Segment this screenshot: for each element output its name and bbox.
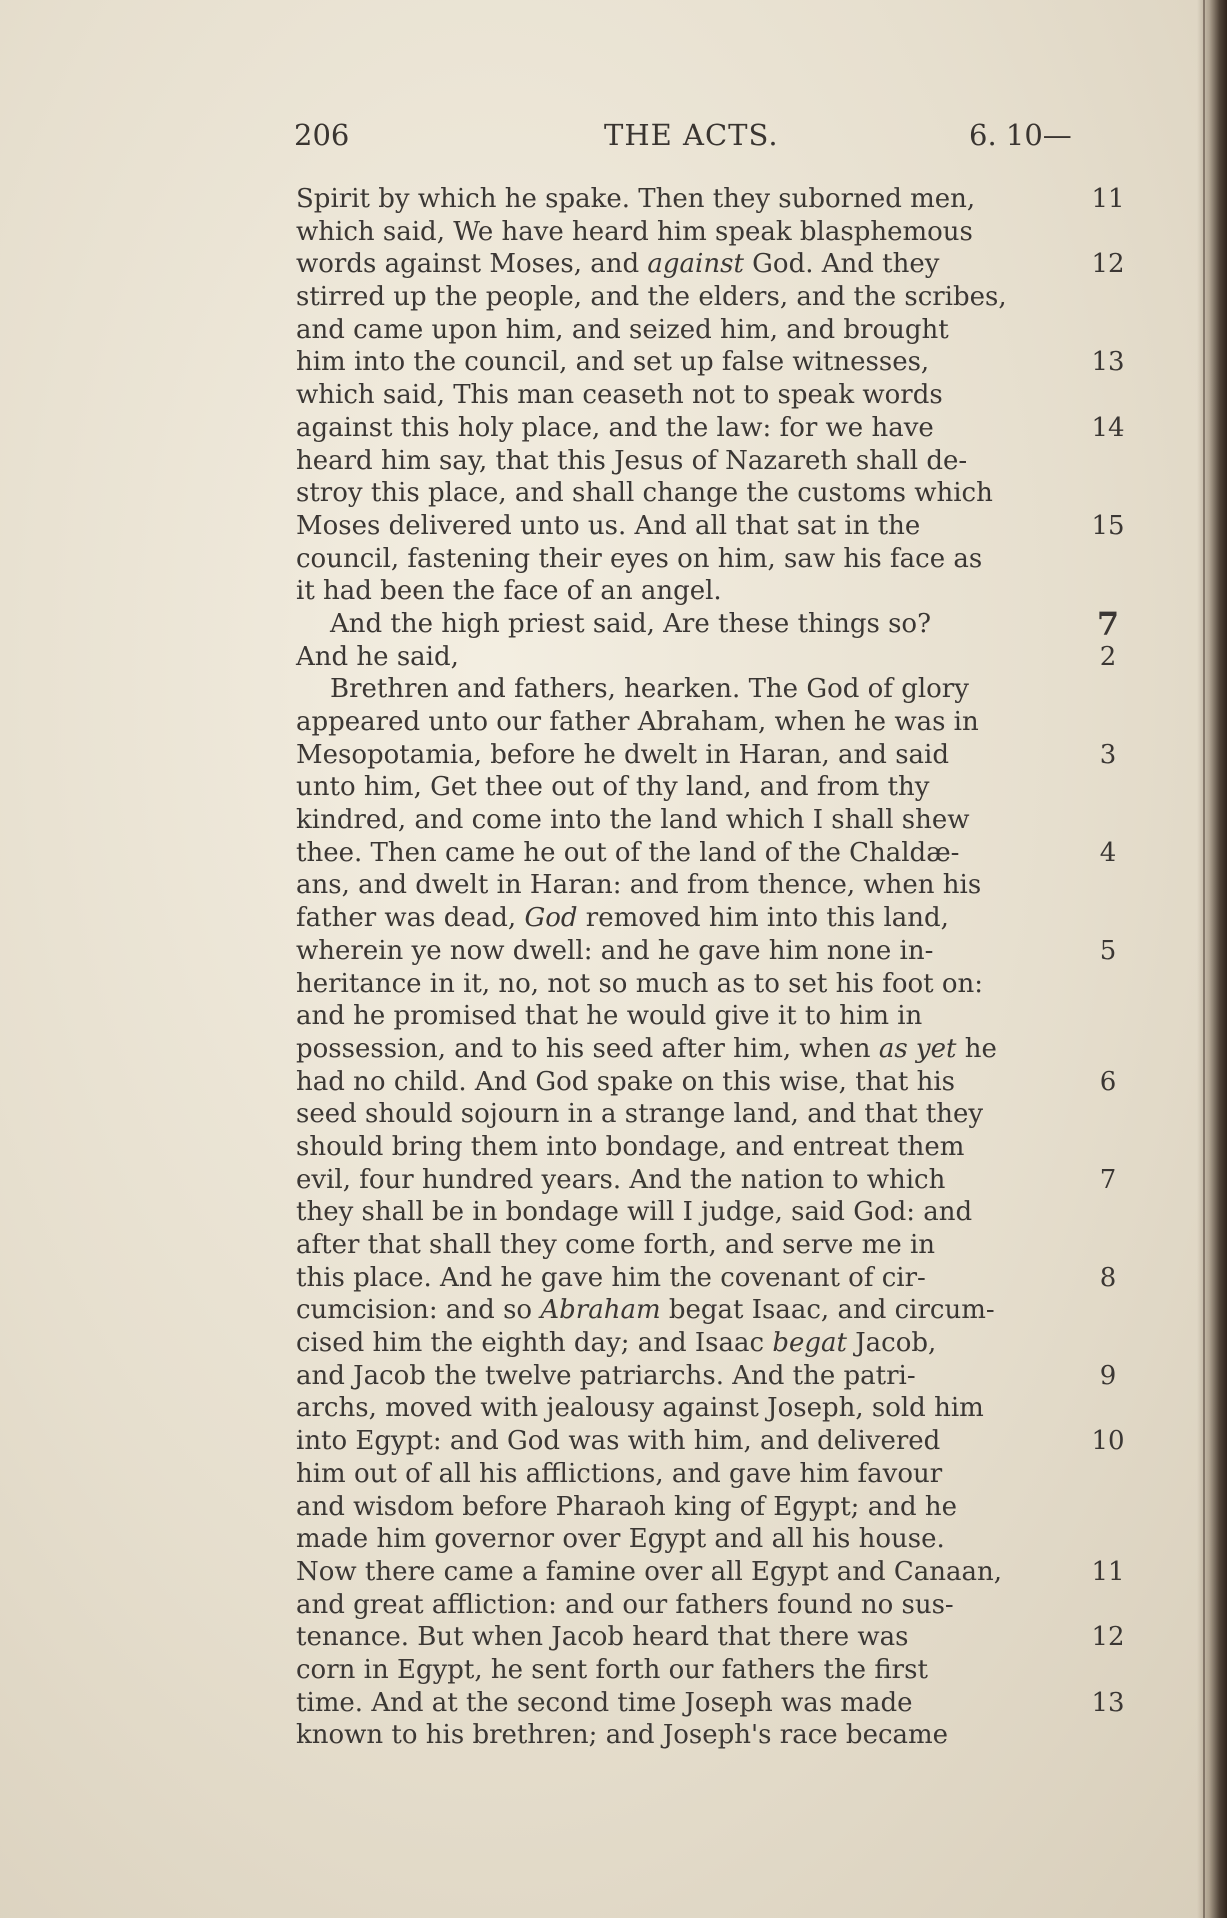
- text-line: [296, 281, 1136, 314]
- line-text: [296, 1229, 1076, 1262]
- italic-word: God: [524, 903, 578, 934]
- text-segment: which said, We have heard him speak blasphemous: [296, 216, 973, 247]
- text-segment: had no child. And God spake on this wise, that his: [296, 1066, 956, 1097]
- line-text: [296, 346, 1076, 379]
- text-segment: and great affliction: and our fathers found no sus-: [296, 1589, 954, 1620]
- text-segment: known to his brethren; and Joseph's race became: [296, 1720, 949, 1751]
- verse-number: 8: [1099, 1262, 1117, 1293]
- line-text: [296, 412, 1076, 445]
- text-line: [296, 706, 1136, 739]
- text-segment: time. And at the second time Joseph was made: [296, 1687, 913, 1718]
- verse-number: 15: [1091, 510, 1125, 541]
- line-text: [296, 968, 1076, 1001]
- text-line: [296, 1229, 1136, 1262]
- verse-number: 14: [1091, 412, 1125, 443]
- line-text: [296, 1425, 1076, 1458]
- text-segment: and Jacob the twelve patriarchs. And the patri-: [296, 1360, 916, 1391]
- text-segment: corn in Egypt, he sent forth our fathers the first: [296, 1654, 928, 1685]
- line-text: [296, 1098, 1076, 1131]
- text-line: [296, 1196, 1136, 1229]
- text-line: [296, 1523, 1136, 1556]
- text-segment: tenance. But when Jacob heard that there was: [296, 1622, 909, 1653]
- text-line: [296, 248, 1136, 281]
- italic-word: as yet: [878, 1033, 957, 1064]
- text-segment: Jacob,: [846, 1328, 937, 1359]
- text-line: [296, 1392, 1136, 1425]
- line-text: [296, 1719, 1076, 1752]
- line-text: [296, 248, 1076, 281]
- text-segment: wherein ye now dwell: and he gave him none in-: [296, 935, 934, 966]
- text-segment: thee. Then came he out of the land of the Chaldæ-: [296, 837, 960, 868]
- line-text: [296, 379, 1076, 412]
- text-line: [296, 183, 1136, 216]
- text-line: [296, 1033, 1136, 1066]
- line-text: [296, 902, 1076, 935]
- text-line: [296, 902, 1136, 935]
- text-segment: it had been the face of an angel.: [296, 576, 722, 607]
- text-segment: into Egypt: and God was with him, and delivered: [296, 1426, 941, 1457]
- text-segment: Mesopotamia, before he dwelt in Haran, and said: [296, 739, 950, 770]
- text-line: [296, 477, 1136, 510]
- text-segment: cumcision: and so: [296, 1295, 541, 1326]
- text-line: [296, 1687, 1136, 1720]
- line-text: [296, 1360, 1076, 1393]
- text-segment: God. And they: [743, 249, 940, 280]
- verse-number: 5: [1099, 935, 1117, 966]
- line-text: [296, 1589, 1076, 1622]
- verse-number: 4: [1099, 837, 1117, 868]
- page-edge-line: [1203, 0, 1205, 1918]
- line-text: [296, 837, 1076, 870]
- text-segment: removed him into this land,: [577, 903, 949, 934]
- text-segment: made him governor over Egypt and all his house.: [296, 1524, 945, 1555]
- text-line: [296, 641, 1136, 674]
- text-segment: him out of all his afflictions, and gave him favour: [296, 1458, 943, 1489]
- line-text: [296, 1458, 1076, 1491]
- page-header: [294, 118, 1074, 162]
- line-text: [296, 1066, 1076, 1099]
- line-text: [296, 641, 1076, 674]
- page-number: 206: [294, 118, 350, 152]
- line-text: [296, 1392, 1076, 1425]
- text-segment: cised him the eighth day; and Isaac: [296, 1328, 773, 1359]
- text-segment: unto him, Get thee out of thy land, and from thy: [296, 772, 930, 803]
- italic-word: Abraham: [540, 1295, 661, 1326]
- text-segment: begat Isaac, and circum-: [660, 1295, 995, 1326]
- line-text: [296, 739, 1076, 772]
- verse-number: 7: [1099, 1164, 1117, 1195]
- text-segment: And he said,: [296, 641, 459, 672]
- text-line: [296, 1556, 1136, 1589]
- line-text: [296, 314, 1076, 347]
- text-segment: words against Moses, and: [296, 249, 648, 280]
- text-segment: and came upon him, and seized him, and brought: [296, 314, 949, 345]
- text-line: [296, 1360, 1136, 1393]
- text-line: [296, 1491, 1136, 1524]
- text-segment: kindred, and come into the land which I shall shew: [296, 805, 970, 836]
- line-text: [296, 1164, 1076, 1197]
- text-line: [296, 604, 1136, 643]
- line-text: [296, 510, 1076, 543]
- text-segment: and he promised that he would give it to him in: [296, 1001, 923, 1032]
- text-segment: he: [956, 1033, 997, 1064]
- line-text: [296, 1196, 1076, 1229]
- text-line: [296, 1621, 1136, 1654]
- text-segment: archs, moved with jealousy against Joseph, sold him: [296, 1393, 984, 1424]
- text-segment: appeared unto our father Abraham, when he was in: [296, 707, 979, 737]
- verse-number: 3: [1099, 739, 1117, 770]
- text-line: [296, 1294, 1136, 1327]
- text-segment: this place. And he gave him the covenant of cir-: [296, 1262, 926, 1293]
- text-line: [296, 314, 1136, 347]
- verse-number: 12: [1091, 1622, 1125, 1653]
- text-line: [296, 869, 1136, 902]
- text-line: [296, 1654, 1136, 1687]
- text-line: [296, 1000, 1136, 1033]
- text-segment: should bring them into bondage, and entreat them: [296, 1131, 965, 1162]
- text-segment: Spirit by which he spake. Then they suborned men,: [296, 184, 976, 214]
- line-text: [296, 216, 1076, 249]
- line-text: [296, 706, 1076, 739]
- verse-number: 11: [1091, 1556, 1125, 1587]
- text-segment: And the high priest said, Are these things so?: [330, 608, 932, 639]
- text-line: [296, 1131, 1136, 1164]
- text-line: [296, 804, 1136, 837]
- line-text: [296, 1131, 1076, 1164]
- line-text: [296, 543, 1076, 576]
- line-text: [296, 804, 1076, 837]
- line-text: [296, 1033, 1076, 1066]
- text-line: [296, 837, 1136, 870]
- text-segment: heard him say, that this Jesus of Nazareth shall de-: [296, 445, 968, 476]
- line-text: [296, 477, 1076, 510]
- text-segment: evil, four hundred years. And the nation to which: [296, 1164, 946, 1195]
- text-line: [296, 1425, 1136, 1458]
- running-title: THE ACTS.: [604, 118, 779, 152]
- text-line: [296, 1458, 1136, 1491]
- line-text: [296, 183, 1076, 216]
- line-text: [296, 1621, 1076, 1654]
- page-binding-shadow: [1197, 0, 1227, 1918]
- text-segment: and wisdom before Pharaoh king of Egypt; and he: [296, 1491, 957, 1522]
- verse-number: 12: [1091, 249, 1125, 280]
- line-text: [330, 673, 1076, 706]
- line-text: [296, 1687, 1076, 1720]
- text-line: [296, 771, 1136, 804]
- text-line: [296, 575, 1136, 608]
- text-segment: Now there came a famine over all Egypt and Canaan,: [296, 1556, 1002, 1587]
- text-segment: heritance in it, no, not so much as to set his foot on:: [296, 968, 984, 999]
- text-line: [296, 673, 1136, 706]
- text-line: [296, 1098, 1136, 1131]
- text-segment: council, fastening their eyes on him, saw his face as: [296, 543, 983, 574]
- text-segment: stirred up the people, and the elders, and the scribes,: [296, 282, 1007, 313]
- text-line: [296, 1262, 1136, 1295]
- verse-number: 2: [1099, 641, 1117, 672]
- line-text: [296, 771, 1076, 804]
- text-segment: they shall be in bondage will I judge, said God: and: [296, 1197, 973, 1228]
- text-line: [296, 1719, 1136, 1752]
- verse-number: 10: [1091, 1426, 1125, 1457]
- line-text: [296, 1262, 1076, 1295]
- text-line: [296, 543, 1136, 576]
- text-line: [296, 445, 1136, 478]
- line-text: [296, 445, 1076, 478]
- text-line: [296, 510, 1136, 543]
- text-line: [296, 1164, 1136, 1197]
- text-segment: stroy this place, and shall change the customs which: [296, 478, 993, 509]
- verse-number: 13: [1091, 1687, 1125, 1718]
- text-segment: seed should sojourn in a strange land, and that they: [296, 1099, 984, 1130]
- line-text: [296, 869, 1076, 902]
- line-text: [296, 575, 1076, 608]
- italic-word: begat: [772, 1328, 847, 1359]
- text-segment: Moses delivered unto us. And all that sat in the: [296, 510, 921, 541]
- line-text: [296, 1000, 1076, 1033]
- verse-number: 13: [1091, 347, 1125, 378]
- text-segment: after that shall they come forth, and serve me in: [296, 1230, 936, 1260]
- text-line: [296, 216, 1136, 249]
- line-text: [296, 1327, 1076, 1360]
- line-text: [296, 1654, 1076, 1687]
- text-line: [296, 412, 1136, 445]
- text-segment: against this holy place, and the law: for we have: [296, 412, 934, 443]
- text-line: [296, 935, 1136, 968]
- text-segment: possession, and to his seed after him, when: [296, 1033, 879, 1064]
- text-line: [296, 1327, 1136, 1360]
- text-segment: him into the council, and set up false witnesses,: [296, 347, 930, 378]
- line-text: [296, 935, 1076, 968]
- line-text: [296, 1294, 1076, 1327]
- text-segment: which said, This man ceaseth not to speak words: [296, 380, 943, 411]
- text-line: [296, 1589, 1136, 1622]
- line-text: [330, 608, 1076, 641]
- verse-number: 11: [1091, 184, 1125, 214]
- text-line: [296, 968, 1136, 1001]
- line-text: [296, 1491, 1076, 1524]
- text-line: [296, 739, 1136, 772]
- line-text: [296, 1523, 1076, 1556]
- verse-number: 6: [1099, 1066, 1117, 1097]
- chapter-verse-reference: 6. 10—: [969, 118, 1072, 152]
- line-text: [296, 281, 1076, 314]
- text-segment: Brethren and fathers, hearken. The God of glory: [330, 674, 969, 705]
- chapter-number: 7: [1096, 604, 1120, 643]
- scripture-text-block: [296, 183, 1136, 1752]
- text-segment: father was dead,: [296, 903, 525, 934]
- text-line: [296, 1066, 1136, 1099]
- text-segment: ans, and dwelt in Haran: and from thence, when his: [296, 870, 982, 901]
- text-line: [296, 346, 1136, 379]
- verse-number: 9: [1099, 1360, 1117, 1391]
- italic-word: against: [647, 249, 744, 280]
- text-line: [296, 379, 1136, 412]
- line-text: [296, 1556, 1076, 1589]
